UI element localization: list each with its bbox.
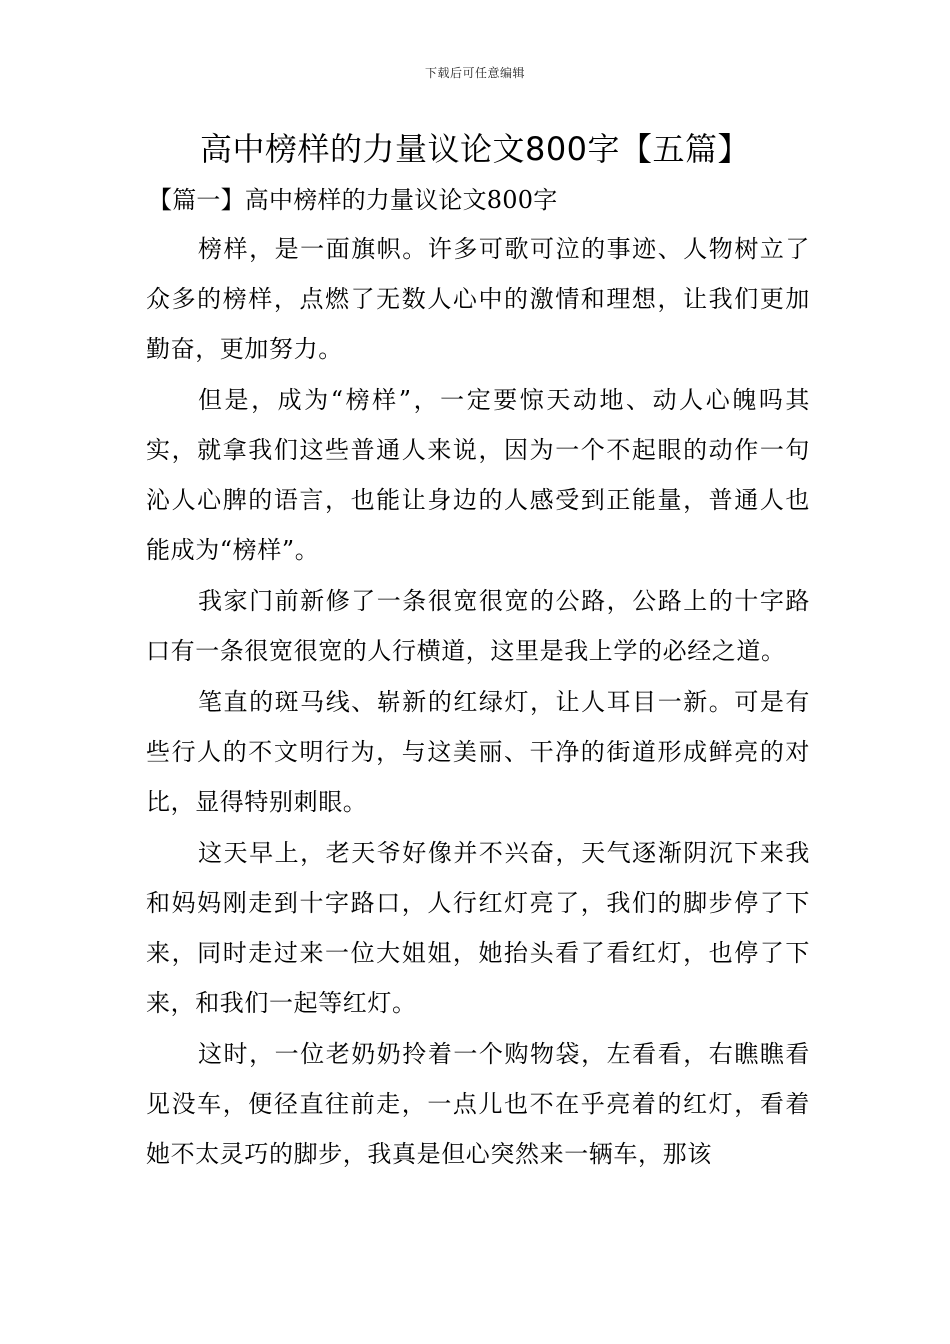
- paragraph-3: 我家门前新修了一条很宽很宽的公路，公路上的十字路口有一条很宽很宽的人行横道，这里是我上学的必经之道。: [146, 587, 810, 665]
- paragraph-4: 笔直的斑马线、崭新的红绿灯，让人耳目一新。可是有些行人的不文明行为，与这美丽、干净的街道形成鲜亮的对比，显得特别刺眼。: [146, 688, 810, 816]
- article-body: [146, 224, 810, 1180]
- paragraph-5: 这天早上，老天爷好像并不兴奋，天气逐渐阴沉下来我和妈妈刚走到十字路口，人行红灯亮了，我们的脚步停了下来，同时走过来一位大姐姐，她抬头看了看红灯，也停了下来，和我们一起等红灯。: [146, 839, 810, 1017]
- document-title: 高中榜样的力量议论文800字【五篇】: [199, 130, 751, 168]
- section-heading: 【篇一】高中榜样的力量议论文800字: [148, 186, 558, 214]
- paragraph-1: 榜样，是一面旗帜。许多可歌可泣的事迹、人物树立了众多的榜样，点燃了无数人心中的激情和理想，让我们更加勤奋，更加努力。: [146, 235, 810, 363]
- header-note: 下载后可任意编辑: [424, 66, 525, 80]
- paragraph-6: 这时，一位老奶奶拎着一个购物袋，左看看，右瞧瞧看见没车，便径直往前走，一点儿也不在乎亮着的红灯，看着她不太灵巧的脚步，我真是但心突然来一辆车，那该: [146, 1040, 810, 1168]
- paragraph-2: 但是，成为“榜样”，一定要惊天动地、动人心魄吗其实，就拿我们这些普通人来说，因为一个不起眼的动作一句沁人心脾的语言，也能让身边的人感受到正能量，普通人也能成为“榜样”。: [146, 386, 810, 564]
